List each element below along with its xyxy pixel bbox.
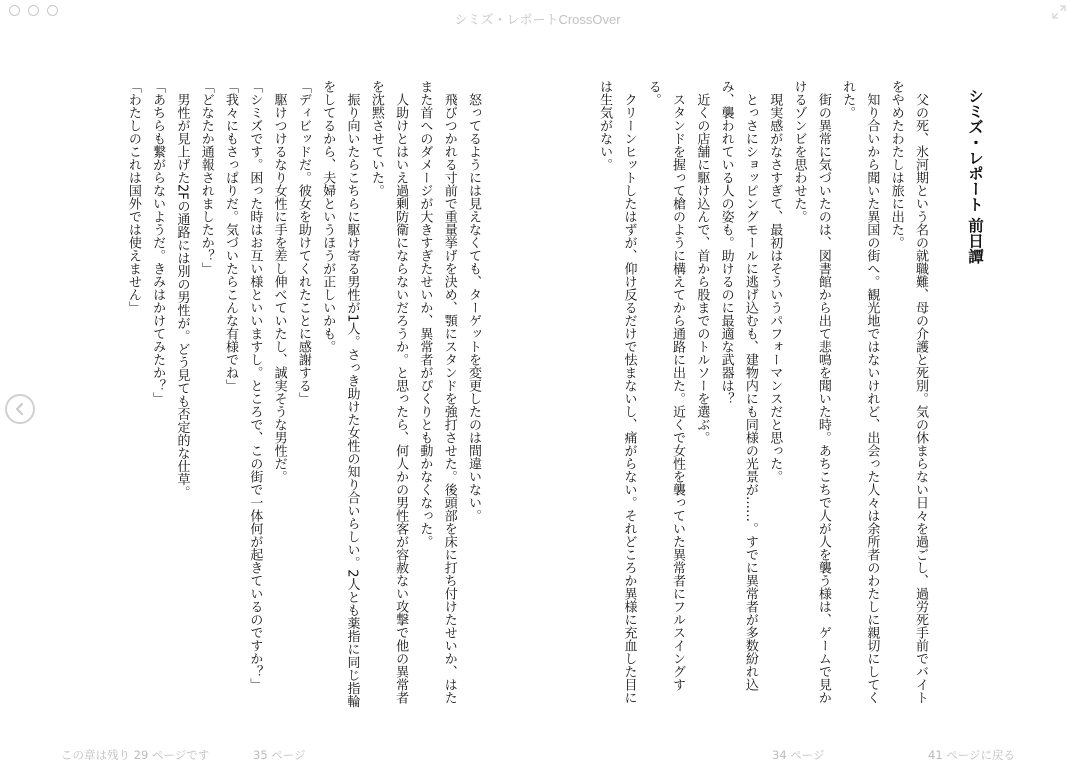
paragraph: 飛びつかれる寸前で重量挙げを決め、顎にスタンドを強打させた。後頭部を床に打ち付けたせいか、はたまた首へのダメージが大きすぎたせいか、異常者がぴくりとも動かなくなった。 [417,80,457,704]
paragraph: 父の死、氷河期という名の就職難、母の介護と死別。気の休まらない日々を過ごし、過労死手前でバイトをやめたわたしは旅に出た。 [888,80,928,704]
right-page-number: 34 ページ [772,748,825,762]
paragraph: とっさにショッピングモールに逃げ込むも、建物内にも同様の光景が……。すでに異常者が多数紛れ込み、襲われている人の姿も。助けるのに最適な武器は？ [718,80,758,691]
dialogue-line: 「あちらも繋がらないようだ。きみはかけてみたか？」 [150,80,166,405]
back-to-page-link[interactable]: 41 ページに戻る [928,748,1016,762]
left-page [125,80,485,710]
paragraph: 街の異常に気づいたのは、図書館から出て悲鳴を聞いた時。あちこちで人が人を襲う様は、ゲームで見かけるゾンビを思わせた。 [791,80,831,704]
paragraph: 男性が見上げた2Fの通路には別の男性が。どう見ても否定的な仕草。 [174,93,190,499]
paragraph: 近くの店舗に駆け込んで、首から股までのトルソーを選ぶ。 [694,93,710,444]
page-back-button[interactable] [5,394,35,424]
paragraph: 現実感がなさすぎて、最初はそういうパフォーマンスだと思った。 [767,93,783,483]
chapter-remaining-text: この章は残り 29 ページです [61,748,210,762]
dialogue-line: 「シミズです。困った時はお互い様といいますし。ところで、この街で一体何が起きているのですか？」 [247,80,263,691]
dialogue-line: 「どなたか通報されましたか？」 [198,80,214,275]
chevron-left-icon [13,402,27,416]
paragraph: クリーンヒットしたはずが、仰け反るだけで怯まないし、痛がらない。それどころか異様に充血した目には生気がない。 [597,80,637,704]
chapter-title: シミズ・レポート 前日譚 [966,88,984,264]
paragraph: スタンドを握って槍のように構えてから通路に出た。近くで女性を襲っていた異常者にフルスイングする。 [645,80,686,691]
window-title: シミズ・レポートCrossOver [454,12,621,27]
left-page-number: 35 ページ [253,748,306,762]
paragraph: 知り合いから聞いた異国の街へ。観光地ではないけれど、出会った人々は余所者のわたしに親切にしてくれた。 [840,80,880,704]
fullscreen-icon[interactable] [1051,4,1067,20]
dialogue-line: 「ディビッドだ。彼女を助けてくれたことに感謝する」 [295,80,311,405]
title-bar [0,0,1075,34]
paragraph: 怒ってるようには見えなくても、ターゲットを変更したのは間違いない。 [466,93,481,522]
paragraph: 振り向いたらこちらに駆け寄る男性が1人。さっき助けた女性の知り合いらしい。2人とも薬指に同じ指輪をしてるから、夫婦というほうが正しいかも。 [320,80,360,708]
dialogue-line: 「我々にもさっぱりだ。気づいたらこんな有様でね」 [223,80,239,392]
paragraph: 駆けつけるなり女性に手を差し伸べていたし、誠実そうな男性だ。 [271,93,287,483]
paragraph: 人助けとはいえ過剰防衛にならないだろうか。と思ったら、何人かの男性客が容赦ない攻撃で他の異常者を沈黙させていた。 [368,80,409,704]
dialogue-line: 「わたしのこれは国外では使えません」 [125,80,141,314]
right-page [580,80,990,710]
